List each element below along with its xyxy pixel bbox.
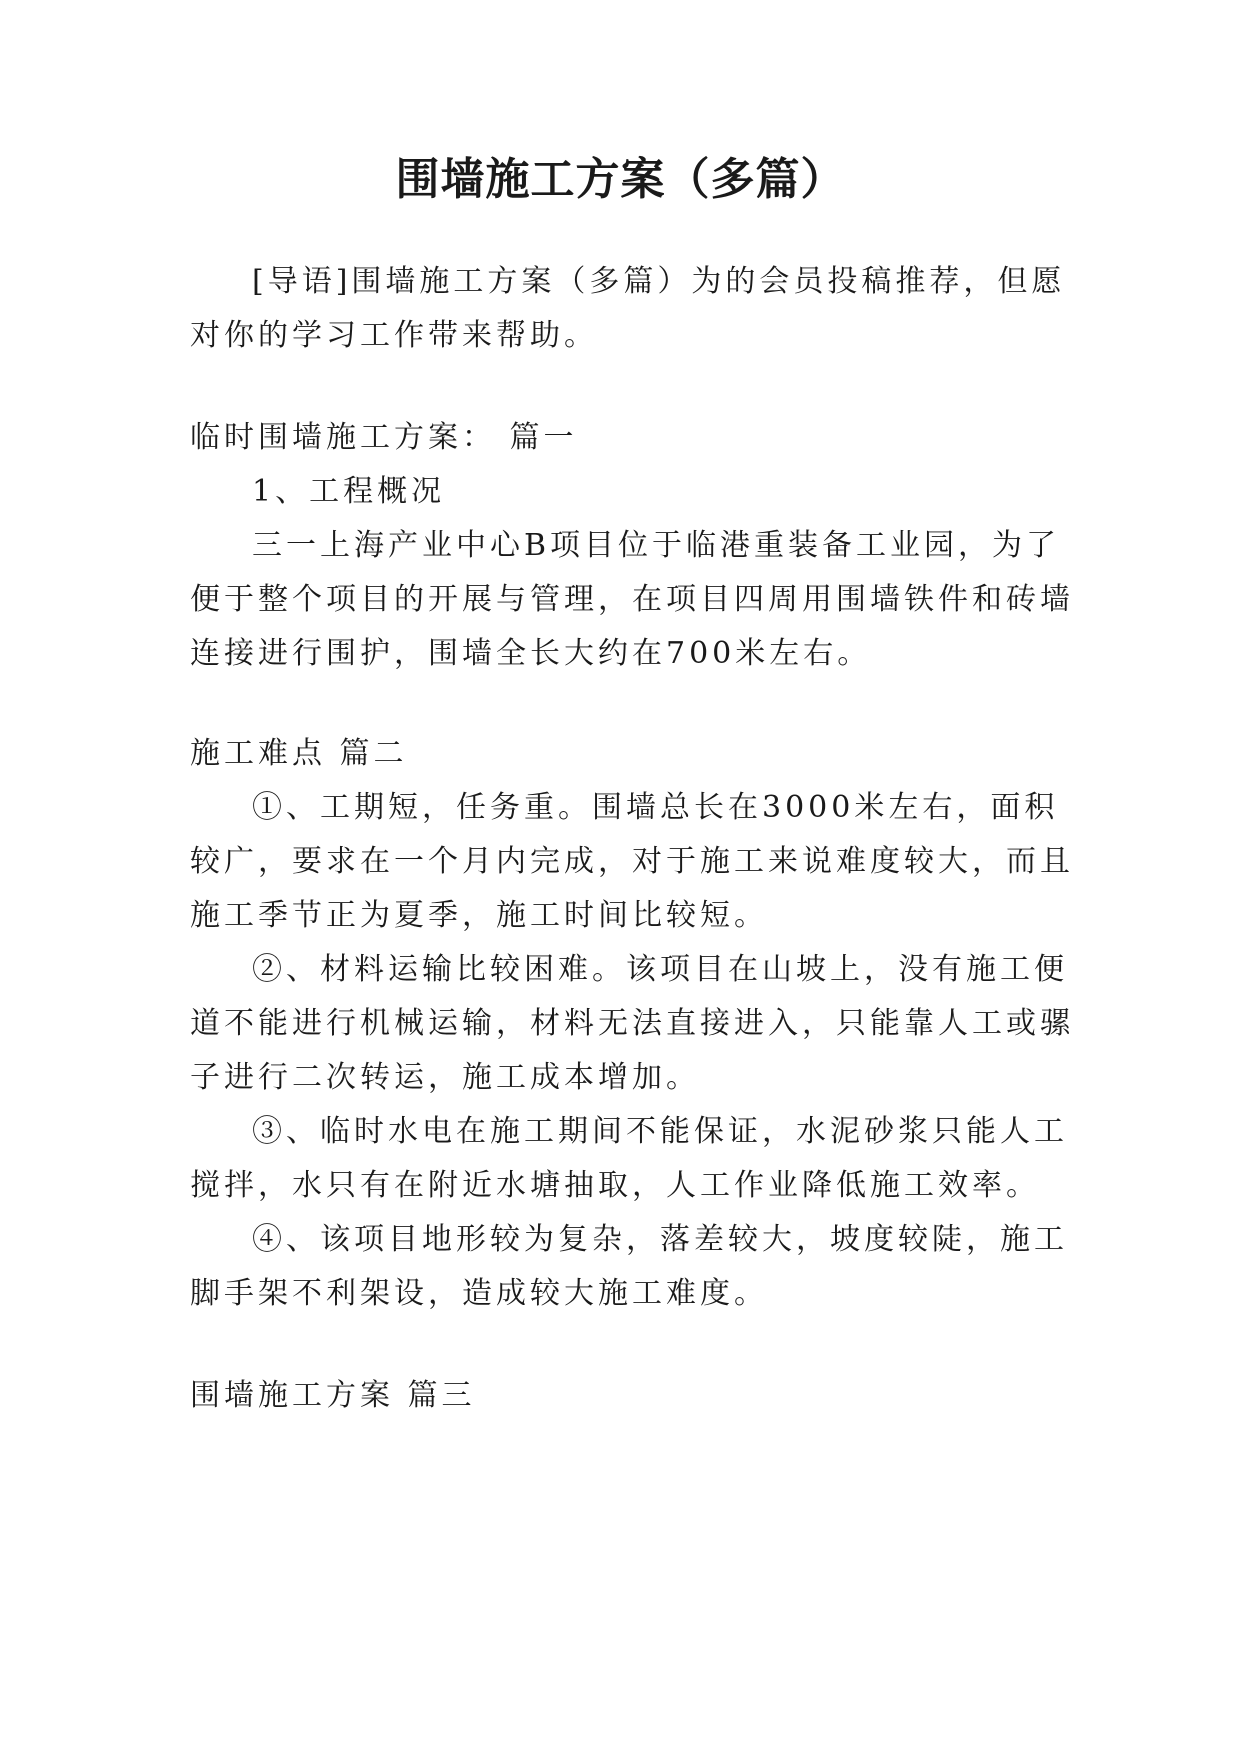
- section-1-paragraph-line-3: 连接进行围护，围墙全长大约在700米左右。: [190, 636, 872, 671]
- section-2-item-1-line-1: ①、工期短，任务重。围墙总长在3000米左右，面积: [252, 790, 1059, 825]
- section-2-item-2-line-3: 子进行二次转运，施工成本增加。: [190, 1060, 700, 1095]
- section-2-item-2-line-2: 道不能进行机械运输，材料无法直接进入，只能靠人工或骡: [190, 1006, 1074, 1041]
- section-2-item-4-line-1: ④、该项目地形较为复杂，落差较大，坡度较陡，施工: [252, 1222, 1068, 1257]
- section-2-item-3-line-1: ③、临时水电在施工期间不能保证，水泥砂浆只能人工: [252, 1114, 1068, 1149]
- section-2-item-1-line-2: 较广，要求在一个月内完成，对于施工来说难度较大，而且: [190, 844, 1074, 879]
- section-1-paragraph-line-2: 便于整个项目的开展与管理，在项目四周用围墙铁件和砖墙: [190, 582, 1074, 617]
- section-2-item-4-line-2: 脚手架不利架设，造成较大施工难度。: [190, 1276, 768, 1311]
- section-2-item-2-line-1: ②、材料运输比较困难。该项目在山坡上，没有施工便: [252, 952, 1068, 987]
- section-1-paragraph-line-1: 三一上海产业中心B项目位于临港重装备工业园，为了: [252, 528, 1061, 563]
- intro-line-1: [导语]围墙施工方案（多篇）为的会员投稿推荐，但愿: [252, 264, 1066, 299]
- section-2-heading: 施工难点 篇二: [190, 736, 408, 771]
- section-2-item-3-line-2: 搅拌，水只有在附近水塘抽取，人工作业降低施工效率。: [190, 1168, 1040, 1203]
- section-1-heading: 临时围墙施工方案： 篇一: [190, 420, 578, 455]
- section-1-subheading: 1、工程概况: [252, 474, 446, 509]
- section-2-item-1-line-3: 施工季节正为夏季，施工时间比较短。: [190, 898, 768, 933]
- document-title: 围墙施工方案（多篇）: [395, 154, 846, 205]
- intro-line-2: 对你的学习工作带来帮助。: [190, 318, 598, 353]
- section-3-heading: 围墙施工方案 篇三: [190, 1378, 476, 1413]
